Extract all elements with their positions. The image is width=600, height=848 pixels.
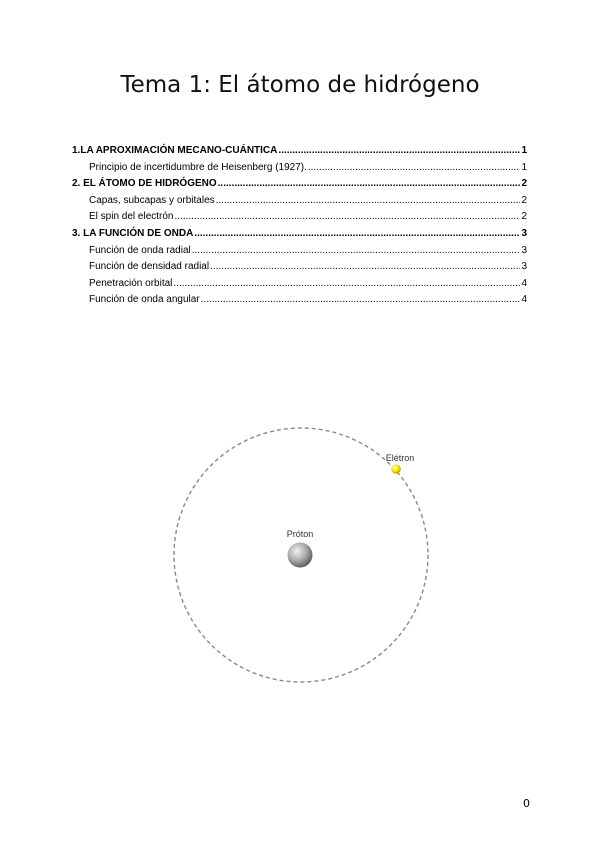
toc-entry[interactable] (72, 226, 527, 243)
toc-entry-page: 1 (521, 161, 527, 173)
toc-leader-dots (175, 209, 521, 226)
nucleus-label: Próton (286, 529, 314, 539)
toc-leader-dots (173, 276, 520, 293)
toc-leader-dots (194, 226, 520, 243)
toc-leader-dots (278, 143, 520, 160)
toc-leader-dots (216, 193, 521, 210)
toc-entry[interactable] (72, 276, 527, 293)
toc-entry-label: 3. LA FUNCIÓN DE ONDA (72, 227, 194, 239)
toc-leader-dots (218, 176, 521, 193)
toc-entry-label: Función de onda radial (89, 244, 191, 256)
document-title: Tema 1: El átomo de hidrógeno (120, 72, 480, 98)
toc-entry-label: Función de densidad radial (89, 261, 210, 273)
toc-leader-dots (210, 259, 520, 276)
toc-entry-page: 2 (521, 178, 527, 190)
toc-entry-page: 2 (521, 211, 527, 223)
toc-entry-label: 2. EL ÁTOMO DE HIDRÓGENO (72, 178, 217, 190)
toc-entry[interactable] (72, 259, 527, 276)
toc-entry-page: 4 (521, 277, 527, 289)
toc-entry-label: Capas, subcapas y orbitales (89, 194, 215, 206)
toc-entry[interactable] (72, 160, 527, 177)
toc-entry[interactable] (72, 292, 527, 309)
toc-entry[interactable] (72, 143, 527, 160)
toc-entry-label: Función de onda angular (89, 294, 200, 306)
toc-entry-page: 2 (521, 194, 527, 206)
toc-leader-dots (192, 243, 521, 260)
hydrogen-atom-diagram (170, 418, 440, 693)
toc-entry-page: 1 (521, 145, 527, 156)
electron-label: Elétron (385, 453, 415, 463)
toc-entry-page: 3 (521, 261, 527, 273)
toc-entry-label: Principio de incertidumbre de Heisenberg (1927). (89, 161, 307, 173)
table-of-contents (72, 143, 527, 309)
toc-entry[interactable] (72, 193, 527, 210)
toc-leader-dots (308, 160, 521, 177)
toc-entry[interactable] (72, 209, 527, 226)
toc-entry[interactable] (72, 176, 527, 193)
electron-icon (391, 464, 401, 474)
nucleus-icon (288, 543, 313, 568)
toc-entry-label: Penetración orbital (89, 277, 173, 289)
toc-leader-dots (201, 292, 521, 309)
toc-entry-page: 3 (521, 227, 527, 239)
toc-entry[interactable] (72, 243, 527, 260)
toc-entry-page: 4 (521, 294, 527, 306)
toc-entry-page: 3 (521, 244, 527, 256)
toc-entry-label: 1.LA APROXIMACIÓN MECANO-CUÁNTICA (72, 145, 278, 156)
page-number: 0 (523, 797, 530, 810)
toc-entry-label: El spin del electrón (89, 211, 174, 223)
